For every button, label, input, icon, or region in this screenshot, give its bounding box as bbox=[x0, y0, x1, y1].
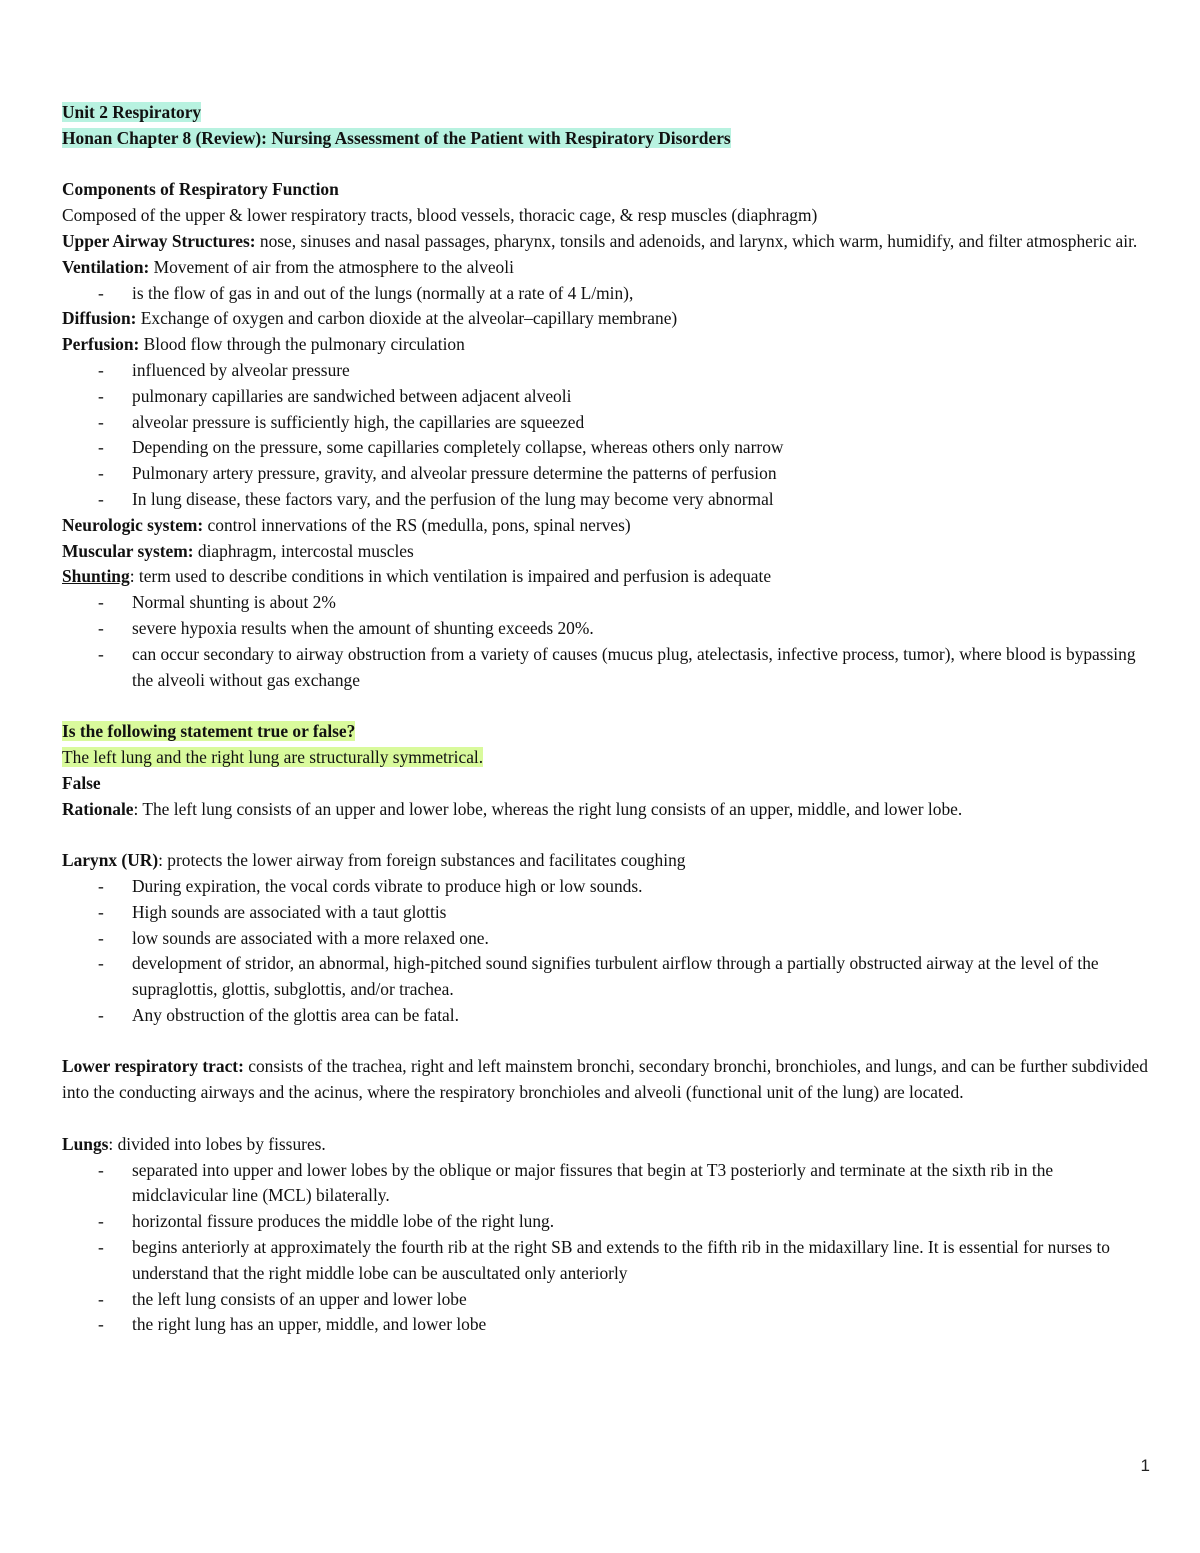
rationale-paragraph bbox=[62, 797, 1152, 823]
lower-tract-text: consists of the trachea, right and left mainstem bronchi, secondary bronchi, bronchioles, and lungs, and can be further subdivided into the conducting airways and the acinus, where the respiratory bronchioles and alveoli (functional unit of the lung) are located. bbox=[62, 1056, 1148, 1103]
list-item: - development of stridor, an abnormal, high-pitched sound signifies turbulent airflow through a partially obstructed airway at the level of the supraglottis, glottis, subglottis, and/or trachea. bbox=[62, 951, 1152, 1003]
list-item: - Depending on the pressure, some capillaries completely collapse, whereas others only narrow bbox=[62, 435, 1152, 461]
list-item: - Pulmonary artery pressure, gravity, and alveolar pressure determine the patterns of perfusion bbox=[62, 461, 1152, 487]
spacer bbox=[62, 1029, 1152, 1055]
upper-airway-paragraph bbox=[62, 229, 1152, 255]
shunting-term: Shunting bbox=[62, 566, 130, 587]
list-item: - can occur secondary to airway obstruction from a variety of causes (mucus plug, atelectasis, infective process, tumor), where blood is bypassing the alveoli without gas exchange bbox=[62, 642, 1152, 694]
document-page bbox=[62, 100, 1152, 1338]
perfusion-text: Blood flow through the pulmonary circulation bbox=[139, 334, 465, 355]
upper-airway-text: nose, sinuses and nasal passages, pharynx, tonsils and adenoids, and larynx, which warm, humidify, and filter atmospheric air. bbox=[255, 230, 1138, 251]
lower-tract-term: Lower respiratory tract: bbox=[62, 1056, 244, 1077]
ventilation-term: Ventilation: bbox=[62, 256, 150, 277]
components-intro: Composed of the upper & lower respiratory tracts, blood vessels, thoracic cage, & resp muscles (diaphragm) bbox=[62, 205, 818, 226]
rationale-text: : The left lung consists of an upper and lower lobe, whereas the right lung consists of an upper, middle, and lower lobe. bbox=[133, 798, 963, 819]
question-prompt: Is the following statement true or false? bbox=[62, 721, 356, 742]
spacer bbox=[62, 822, 1152, 848]
muscular-text: diaphragm, intercostal muscles bbox=[193, 540, 414, 561]
ventilation-paragraph bbox=[62, 255, 1152, 281]
larynx-paragraph bbox=[62, 848, 1152, 874]
upper-airway-term: Upper Airway Structures: bbox=[62, 230, 256, 251]
perfusion-paragraph bbox=[62, 332, 1152, 358]
diffusion-term: Diffusion: bbox=[62, 308, 137, 329]
chapter-title: Honan Chapter 8 (Review): Nursing Assessment of the Patient with Respiratory Disorders bbox=[62, 127, 731, 148]
list-item: - is the flow of gas in and out of the lungs (normally at a rate of 4 L/min), bbox=[62, 281, 1152, 307]
shunting-paragraph bbox=[62, 564, 1152, 590]
list-item: - alveolar pressure is sufficiently high, the capillaries are squeezed bbox=[62, 410, 1152, 436]
page-number: 1 bbox=[1140, 1456, 1150, 1475]
lungs-bullets bbox=[62, 1158, 1152, 1339]
neurologic-term: Neurologic system: bbox=[62, 514, 204, 535]
spacer bbox=[62, 1106, 1152, 1132]
list-item: - separated into upper and lower lobes by the oblique or major fissures that begin at T3 posteriorly and terminate at the sixth rib in the midclavicular line (MCL) bilaterally. bbox=[62, 1158, 1152, 1210]
spacer bbox=[62, 152, 1152, 178]
perfusion-bullets bbox=[62, 358, 1152, 513]
lungs-paragraph bbox=[62, 1132, 1152, 1158]
lungs-text: : divided into lobes by fissures. bbox=[108, 1133, 326, 1154]
list-item: - low sounds are associated with a more relaxed one. bbox=[62, 926, 1152, 952]
rationale-term: Rationale bbox=[62, 798, 134, 819]
list-item: - begins anteriorly at approximately the fourth rib at the right SB and extends to the fifth rib in the midaxillary line. It is essential for nurses to understand that the right middle lobe can be auscultated only anteriorly bbox=[62, 1235, 1152, 1287]
larynx-text: : protects the lower airway from foreign substances and facilitates coughing bbox=[158, 850, 686, 871]
neurologic-paragraph bbox=[62, 513, 1152, 539]
question-statement: The left lung and the right lung are structurally symmetrical. bbox=[62, 746, 484, 767]
muscular-paragraph bbox=[62, 539, 1152, 565]
shunting-bullets bbox=[62, 590, 1152, 693]
diffusion-paragraph bbox=[62, 306, 1152, 332]
spacer bbox=[62, 693, 1152, 719]
lungs-term: Lungs bbox=[62, 1133, 109, 1154]
list-item: - horizontal fissure produces the middle lobe of the right lung. bbox=[62, 1209, 1152, 1235]
larynx-term: Larynx (UR) bbox=[62, 850, 159, 871]
larynx-bullets bbox=[62, 874, 1152, 1029]
list-item: - the left lung consists of an upper and lower lobe bbox=[62, 1287, 1152, 1313]
neurologic-text: control innervations of the RS (medulla, pons, spinal nerves) bbox=[203, 514, 631, 535]
perfusion-term: Perfusion: bbox=[62, 334, 140, 355]
unit-title: Unit 2 Respiratory bbox=[62, 102, 202, 122]
list-item: - In lung disease, these factors vary, and the perfusion of the lung may become very abnormal bbox=[62, 487, 1152, 513]
list-item: - influenced by alveolar pressure bbox=[62, 358, 1152, 384]
muscular-term: Muscular system: bbox=[62, 540, 194, 561]
list-item: - the right lung has an upper, middle, and lower lobe bbox=[62, 1312, 1152, 1338]
ventilation-bullets bbox=[62, 281, 1152, 307]
list-item: - severe hypoxia results when the amount of shunting exceeds 20%. bbox=[62, 616, 1152, 642]
list-item: - pulmonary capillaries are sandwiched between adjacent alveoli bbox=[62, 384, 1152, 410]
section-heading-components: Components of Respiratory Function bbox=[62, 179, 339, 200]
diffusion-text: Exchange of oxygen and carbon dioxide at the alveolar–capillary membrane) bbox=[136, 308, 678, 329]
list-item: - During expiration, the vocal cords vibrate to produce high or low sounds. bbox=[62, 874, 1152, 900]
lower-tract-paragraph bbox=[62, 1054, 1152, 1106]
list-item: - High sounds are associated with a taut glottis bbox=[62, 900, 1152, 926]
ventilation-text: Movement of air from the atmosphere to the alveoli bbox=[149, 256, 514, 277]
list-item: - Any obstruction of the glottis area can be fatal. bbox=[62, 1003, 1152, 1029]
question-answer: False bbox=[62, 772, 101, 793]
shunting-text: : term used to describe conditions in which ventilation is impaired and perfusion is adequate bbox=[129, 566, 772, 587]
list-item: - Normal shunting is about 2% bbox=[62, 590, 1152, 616]
